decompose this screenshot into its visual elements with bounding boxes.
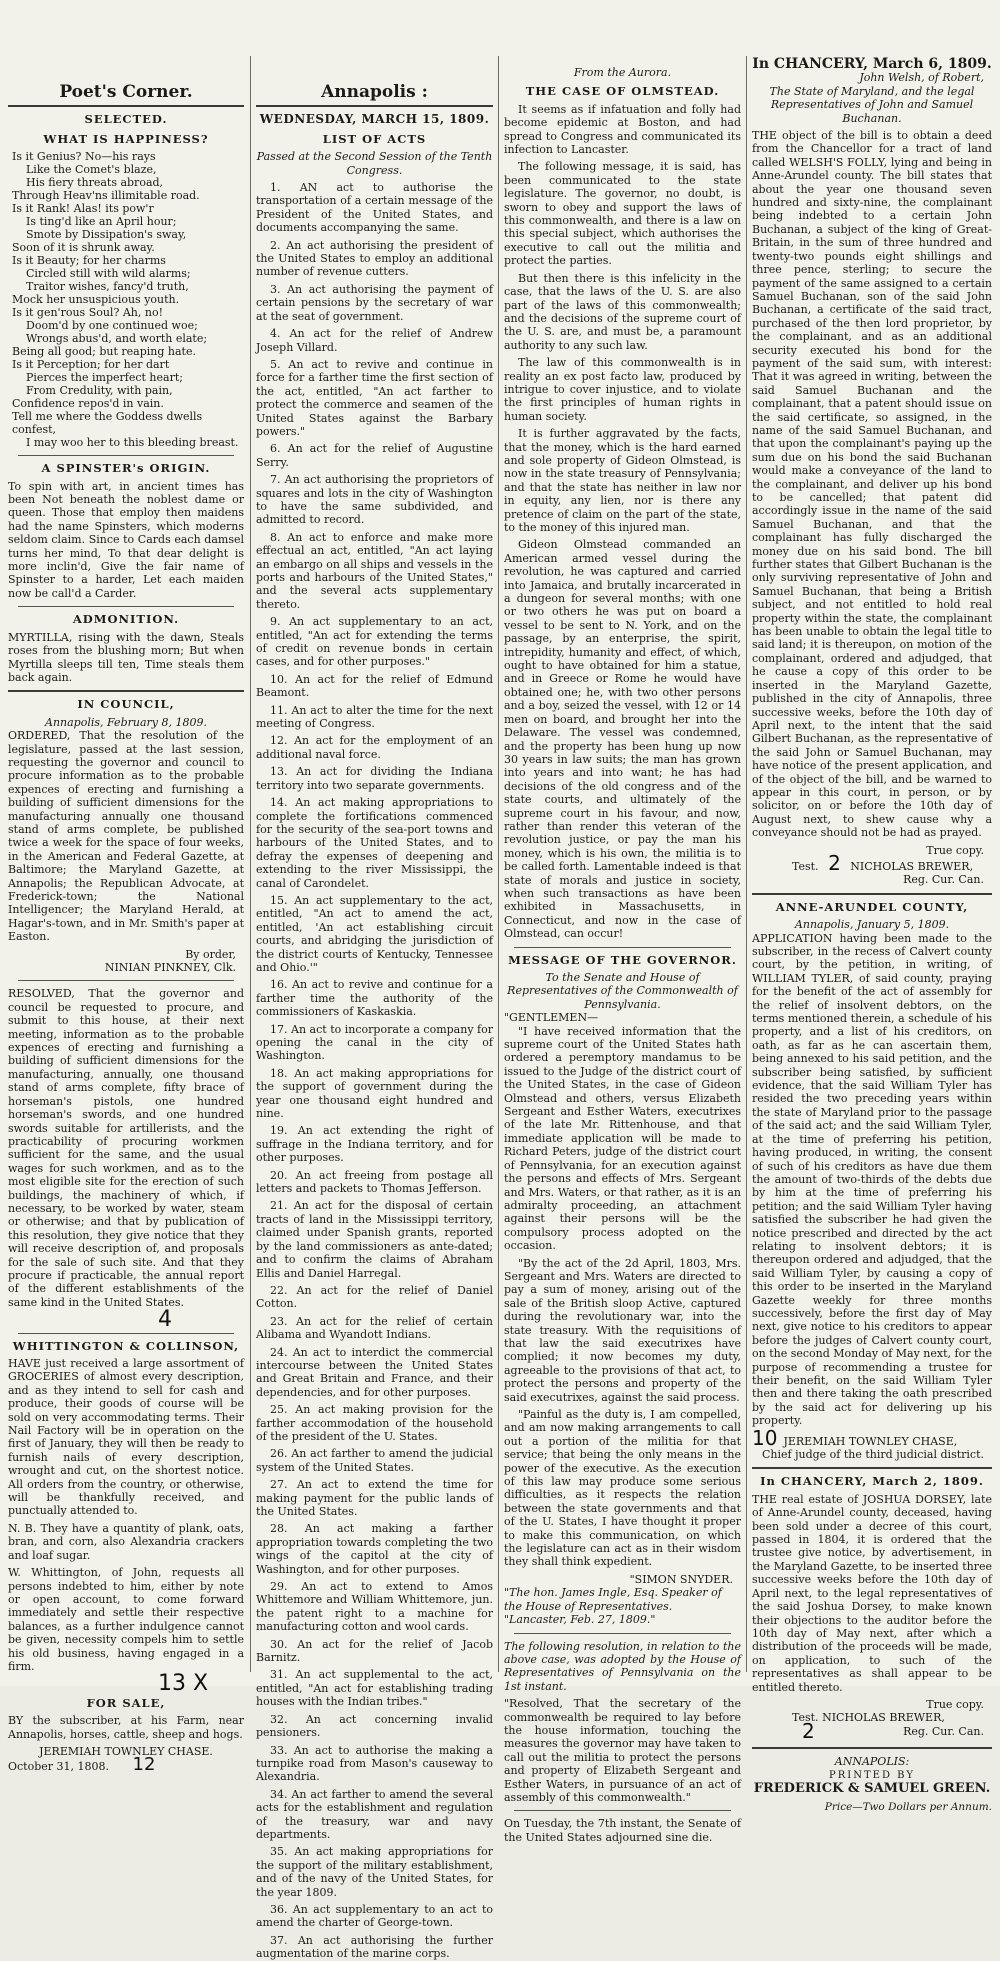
council-title: IN COUNCIL, (77, 697, 175, 712)
subscription-price: Price—Two Dollars per Annum. (824, 1801, 992, 1814)
imprint (752, 1755, 992, 1795)
act-item: 27. An act to extend the time for making payment for the public lands of the United States. (256, 1478, 493, 1518)
happiness-poem (8, 150, 244, 449)
act-item: 16. An act to revive and continue for a farther time the authority of the commissioners of Kaskaskia. (256, 978, 493, 1019)
act-item: 4. An act for the relief of Andrew Joseph Villard. (256, 327, 493, 354)
whittington-requests: W. Whittington, of John, requests all persons indebted to him, either by note or open account, to come forward immediately and settle their respective balances, as a further indulgence cannot be given, necessity compels him to settle his old business, having engaged in a firm. (8, 1566, 244, 1673)
article-paragraph: Gideon Olmstead commanded an American armed vessel during the revolution, he was captured and carried into Jamaica, and brutally incarcerated in a dungeon for several months; with one or two others he was put on board a vessel to be sent to N. York, and on the passage, by an enterprise, the spirit, intrepidity, humanity and effect, of which, ought to have obtained for him a statue, and in Greece or Rome he would have obtained one; he, with two other persons and a boy, seized the vessel, with 12 or 14 men on board, and brought her into the Delaware. The vessel was condemned, and the property has been hung up now 30 years in law suits; the man has grown into years and into want; he has had decisions of the old congress and of the state courts, and ultimately of the supreme court in his favour, and now, rather than render this veteran of the revolution justice, or pay the man his money, which is his own, the militia is to be called forth. Lamentable indeed is that state of morals and justice in society, when such transactions as have been exhibited in Massachusetts, in Connecticut, and now in the case of Olmstead, can occur! (504, 538, 741, 941)
poem-line: Through Heav'ns illimitable road. (12, 189, 200, 203)
act-item: 33. An act to authorise the making a turnpike road from Mason's causeway to Alexandria. (256, 1743, 493, 1784)
poem-line: Being all good; but reaping hate. (12, 345, 196, 359)
message-title: MESSAGE OF THE GOVERNOR. (508, 952, 737, 967)
poem-line: Smote by Dissipation's sway, (26, 228, 187, 242)
act-item: 14. An act making appropriations to complete the fortifications commenced for the security of the sea-port towns and harbours of the United States, and to defray the expenses of deepening and extending to the river Mississippi, the canal of Carondelet. (256, 796, 493, 890)
admonition-poem: MYRTILLA, rising with the dawn, Steals roses from the blushing morn; But when Myrtilla sleeps till ten, Time steals them back again. (8, 630, 244, 684)
act-item: 23. An act for the relief of certain Alibama and Wyandott Indians. (256, 1314, 493, 1342)
forsale-signer: JEREMIAH TOWNLEY CHASE. (39, 1744, 213, 1758)
resolved-text: RESOLVED, That the governor and council be requested to procure, and submit to this house, at their next meeting, information as to the probable expences of erecting and furnishing a building of sufficient dimensions for the manufacturing, annually, one thousand stand of arms complete, fifty brace of horseman's pistols, one hundred horseman's swords, and one hundred swords suitable for artillerists, and the practicability of procuring workmen sufficient for the same, and the usual wages for such workmen, and as to the most eligible site for the erection of such buildings, the machinery of which, if necessary, to be worked by water, steam or otherwise; and that by publication of this resolution, they give notice that they will receive description of, and proposals for the sale of such site. And that they procure if practicable, the annual report of the different establishments of the same kind in the United States. (8, 987, 244, 1309)
article-paragraph: It is further aggravated by the facts, that the money, which is the hard earned and sole property of Gideon Olmstead, is now in the state treasury of Pennsylvania; and that the state has neither in law nor in equity, any lien, nor is there any pretence of claim on the part of the state, to the money of this injured man. (504, 427, 741, 534)
happiness-title: WHAT IS HAPPINESS? (43, 131, 209, 146)
handwritten-number: 4 (158, 1307, 172, 1333)
poem-line: Soon of it is shrunk away. (12, 241, 155, 255)
act-item: 21. An act for the disposal of certain tracts of land in the Mississippi territory, claimed under Spanish grants, reported by the land commissioners as ante-dated; and to confirm the claims of Abraham Ellis and Daniel Harregal. (256, 1199, 493, 1280)
divider (752, 1747, 992, 1749)
resolution-intro: The following resolution, in relation to the above case, was adopted by the House of Representatives of Pennsylvania on the 1st instant. (504, 1639, 741, 1693)
message-paragraph: "I have received information that the supreme court of the United States hath ordered a peremptory mandamus to be issued to the Judge of the district court of the United States, in the case of Gideon Olmstead and others, versus Elizabeth Sergeant and Esther Waters, executrixes of the late Mr. Rittenhouse, and that immediate application will be made to Richard Peters, judge of the district court of Pennsylvania, for an execution against the persons and effects of Mrs. Sergeant and Mrs. Waters, or that rather, as it is an admiralty proceeding, an attachment against their persons will be the compulsory process adopted on the occasion. (504, 1024, 741, 1253)
imprint-printed-by: PRINTED BY (829, 1769, 915, 1781)
acts-list (256, 181, 493, 1961)
column-rule (498, 56, 499, 1672)
act-item: 24. An act to interdict the commercial intercourse between the United States and Great Britain and France, and their dependencies, and for other purposes. (256, 1345, 493, 1399)
act-item: 9. An act supplementary to an act, entitled, "An act for extending the terms of credit on revenue bonds in certain cases, and for other purposes." (256, 615, 493, 669)
act-item: 34. An act farther to amend the several acts for the establishment and regulation of the treasury, war and navy departments. (256, 1787, 493, 1841)
act-item: 15. An act supplementary to the act, entitled, "An act to amend the act, entitled, 'An act establishing circuit courts, and abridging the jurisdiction of the district courts of Kentucky, Tennessee and Ohio.'" (256, 893, 493, 974)
poets-corner-heading: Poet's Corner. (59, 82, 193, 102)
divider (256, 105, 493, 107)
selected-label: SELECTED. (84, 112, 168, 127)
annapolis-heading: Annapolis : (321, 82, 428, 102)
divider (514, 1633, 731, 1634)
divider (752, 1467, 992, 1469)
act-item: 12. An act for the employment of an additional naval force. (256, 734, 493, 761)
message-body (504, 1025, 741, 1569)
act-item: 8. An act to enforce and make more effectual an act, entitled, "An act laying an embargo on all ships and vessels in the ports and harbours of the United States," and the several acts supplementary thereto. (256, 530, 493, 611)
brewer-role-2: 2 Reg. Cur. Can. (802, 1718, 984, 1743)
poem-line: Is it Beauty; for her charms (12, 254, 166, 268)
act-item: 19. An act extending the right of suffrage in the Indiana territory, and for other purposes. (256, 1124, 493, 1165)
from-aurora: From the Aurora. (573, 66, 672, 79)
act-item: 22. An act for the relief of Daniel Cotton. (256, 1283, 493, 1311)
act-item: 1. AN act to authorise the transportation of a certain message of the President of the United States, and documents accompanying the same. (256, 181, 493, 235)
column-poets-corner (4, 82, 248, 1776)
imprint-printer: FREDERICK & SAMUEL GREEN. (753, 1780, 991, 1796)
tyler-notice: APPLICATION having been made to the subscriber, in the recess of Calvert county court, by the petition, in writing, of WILLIAM TYLER, of said county, praying for the benefit of the act of assembly for the relief of insolvent debtors, on the terms mentioned therein, a schedule of his property, and a list of his creditors, on oath, as far as he can ascertain them, being annexed to his said petition, and the subscriber being satisfied, by sufficient evidence, that the said William Tyler has resided the two preceding years within the state of Maryland prior to the passage of the said act; and the said William Tyler, at the time of preferring his petition, having produced, in writing, the consent of such of his creditors as have due them the amount of two-thirds of the debts due by him at the time of preferring his petition; and the said William Tyler having satisfied the subscriber he had given the notice prescribed and directed by the act relating to insolvent debtors; it is thereupon ordered and adjudged, that the said William Tyler, by causing a copy of this order to be inserted in the Maryland Gazette weekly for three months successively, before the first day of May next, give notice to his creditors to appear before the judges of Calvert county court, on the second Monday of May next, for the purpose of recommending a trustee for their benefit, on the said William Tyler then and there taking the oath prescribed by the said act for delivering up his property. (752, 931, 992, 1428)
divider (18, 455, 234, 456)
poem-line: Is it gen'rous Soul? Ah, no! (12, 306, 163, 320)
message-salutation: "GENTLEMEN— (504, 1011, 599, 1025)
handwritten-number: 12 (132, 1754, 156, 1776)
divider (752, 893, 992, 895)
divider (8, 690, 244, 692)
message-paragraph: "Painful as the duty is, I am compelled, and am now making arrangements to call out a portion of the militia for that service; that being the only means in the power of the executive. As the execution of this law may produce some serious difficulties, as it respects the relation between the state governments and that of the U. States, I have thought it proper to make this communication, on which the legislature can act as in their wisdom they shall think expedient. (504, 1408, 741, 1569)
admonition-title: ADMONITION. (72, 612, 180, 627)
act-item: 26. An act farther to amend the judicial system of the United States. (256, 1447, 493, 1474)
act-item: 35. An act making appropriations for the support of the military establishment, and of the navy of the United States, for the year 1809. (256, 1845, 493, 1899)
article-paragraph: It seems as if infatuation and folly had become epidemic at Boston, and had spread to Congress and communicated its infection to Lancaster. (504, 102, 741, 157)
forsale-title: FOR SALE, (86, 1695, 166, 1710)
divider (514, 947, 731, 948)
acts-title: LIST OF ACTS (322, 131, 427, 146)
message-date: "Lancaster, Feb. 27, 1809." (504, 1613, 656, 1627)
act-item: 6. An act for the relief of Augustine Serry. (256, 442, 493, 469)
act-item: 32. An act concerning invalid pensioners. (256, 1712, 493, 1740)
message-paragraph: "By the act of the 2d April, 1803, Mrs. Sergeant and Mrs. Waters are directed to pay a sum of money, arising out of the sale of the British sloop Active, captured during the revolutionary war, into the state treasury. With the requisitions of that law the said executrixes have complied; it now becomes my duty, agreeable to the provisions of that act, to protect the persons and property of the said executrixes, against the said process. (504, 1256, 741, 1404)
article-paragraph: But then there is this infelicity in the case, that the laws of the U. S. are also part of the laws of this commonwealth; and the decisions of the supreme court of the U. S. are, and must be, a paramount authority to any such law. (504, 271, 741, 352)
chancery-notice: THE object of the bill is to obtain a deed from the Chancellor for a tract of land called WELSH'S FOLLY, lying and being in Anne-Arundel county. The bill states that about the year one thousand seven hundred and sixty-nine, the complainant being indebted to a certain John Buchanan, a subject of the king of Great-Britain, in the sum of three hundred and twenty-two pounds eight shillings and three pence, sterling; to secure the payment of the same assigned to a certain Samuel Buchanan, son of the said John Buchanan, a certificate of the said tract, purchased of the then lord proprietor, by the complainant, and as an additional security executed his bond for the payment of the said sum, with interest: That it was agreed in writing, between the said Samuel Buchanan and the complainant, that a patent should issue on the said certificate, so assigned, in the name of the said Samuel Buchanan, and that upon the complainant's paying up the sum due on his bond the said Buchanan would make a conveyance of the land to the complainant, and deliver up his bond to be cancelled; that patent did accordingly issue in the name of the said Samuel Buchanan, and that the complainant has fully discharged the money due on his said bond. The bill further states that Gilbert Buchanan is the only surviving representative of John and Samuel Buchanan, that being a British subject, and not entitled to hold real property within the state, the complainant has been unable to obtain the legal title to said land; it is thereupon, on motion of the complainant, ordered and adjudged, that he cause a copy of this order to be inserted in the Maryland Gazette, published in the city of Annapolis, three successive weeks, before the 10th day of April next, to the intent that the said Gilbert Buchanan, as the representative of the said John or Samuel Buchanan, may have notice of the present application, and of the object of the bill, and be warned to appear in this court, in person, or by solicitor, on or before the 10th day of August next, to shew cause why a conveyance should not be had as prayed. (752, 129, 992, 840)
act-item: 3. An act authorising the payment of certain pensions by the secretary of war at the seat of government. (256, 282, 493, 323)
poem-line: Circled still with wild alarms; (26, 267, 191, 281)
act-item: 28. An act making a farther appropriation towards completing the two wings of the capitol at the city of Washington, and for other purposes. (256, 1522, 493, 1576)
article-paragraph: The following message, it is said, has been communicated to the state legislature. The governor, no doubt, is sworn to obey and support the laws of this commonwealth, and there is a law on this special subject, which authorises the executive to call out the militia and protect the parties. (504, 160, 741, 268)
senate-note: On Tuesday, the 7th instant, the Senate of the United States adjourned sine die. (504, 1817, 741, 1844)
handwritten-number: 2 (828, 850, 841, 875)
resolution-text: "Resolved, That the secretary of the commonwealth be required to lay before the house information, touching the measures the governor may have taken to call out the militia to protect the persons and property of Elizabeth Sergeant and Esther Waters, in pursuance of an act of assembly of this commonwealth." (504, 1697, 741, 1804)
message-signer: "SIMON SNYDER. (629, 1572, 733, 1586)
poem-line: I may woo her to this bleeding breast. (26, 436, 239, 450)
act-item: 7. An act authorising the proprietors of squares and lots in the city of Washington to have the same subdivided, and admitted to record. (256, 473, 493, 527)
column-chancery (748, 56, 996, 1814)
poem-line: Pierces the imperfect heart; (26, 371, 183, 385)
act-item: 11. An act to alter the time for the next meeting of Congress. (256, 703, 493, 731)
issue-date: WEDNESDAY, MARCH 15, 1809. (259, 112, 490, 127)
imprint-place: ANNAPOLIS: (834, 1755, 910, 1769)
article-paragraph: The law of this commonwealth is in reality an ex post facto law, produced by intrigue to cover injustice, and to violate the first principles of human rights in human society. (504, 356, 741, 423)
poem-line: Wrongs abus'd, and worth elate; (26, 332, 208, 346)
act-item: 18. An act making appropriations for the support of government during the year one thousand eight hundred and nine. (256, 1066, 493, 1121)
acts-subtitle: Passed at the Second Session of the Tenth Congress. (256, 150, 493, 177)
poem-line: From Credulity, with pain, (26, 384, 173, 398)
chancery-heading: In CHANCERY, March 6, 1809. (752, 56, 992, 72)
anne-arundel-title: ANNE-ARUNDEL COUNTY, (775, 899, 969, 914)
whittington-ad: HAVE just received a large assortment of GROCERIES of almost every description, and as they intend to sell for cash and produce, their goods of course will be sold on very accommodating terms. Their Nail Factory will be in operation on the first of January, they will then be ready to furnish nails of every description, wrought and cut, on the shortest notice. All orders from the country, or otherwise, will be thankfully received, and punctually attended to. (8, 1357, 244, 1518)
act-item: 25. An act making provision for the farther accommodation of the household of the president of the U. States. (256, 1403, 493, 1443)
chancery-parties: John Welsh, of Robert, (859, 71, 984, 85)
poem-line: Traitor wishes, fancy'd truth, (26, 280, 189, 294)
anne-arundel-date: Annapolis, January 5, 1809. (794, 918, 950, 932)
dorsey-notice: THE real estate of JOSHUA DORSEY, late of Anne-Arundel county, deceased, having been sold under a decree of this court, passed in 1804, it is ordered that the trustee give notice, by advertisement, in the Maryland Gazette, to be inserted three successive weeks before the 10th day of April next, to the legal representatives of the said Joshua Dorsey, to make known their objections to the auditor before the 10th day of May next, after which a distribution of the proceeds will be made, on application, to such of the representatives as shall appear to be entitled thereto. (752, 1492, 992, 1694)
council-date: Annapolis, February 8, 1809. (45, 715, 207, 729)
act-item: 20. An act freeing from postage all letters and packets to Thomas Jefferson. (256, 1168, 493, 1196)
poem-line: Is it Perception; for her dart (12, 358, 170, 372)
forsale-date: October 31, 1808. 12 (8, 1754, 156, 1776)
divider (8, 105, 244, 107)
whittington-nb: N. B. They have a quantity of plank, oats, bran, and corn, also Alexandria crackers and loaf sugar. (8, 1521, 244, 1562)
divider (18, 1333, 234, 1334)
act-item: 17. An act to incorporate a company for opening the canal in the city of Washington. (256, 1022, 493, 1063)
olmstead-title: THE CASE OF OLMSTEAD. (525, 84, 720, 99)
spinster-poem: To spin with art, in ancient times has been Not beneath the noblest dame or queen. Those that employ then maidens had the name Spinsters, which moderns seldom claim. Since to Cards each damsel turns her mind, To that dear delight is more inclin'd, Give the fair name of Spinster to a harder, Let each maiden now be call'd a Carder. (8, 479, 244, 600)
act-item: 5. An act to revive and continue in force for a farther time the first section of the act, entitled, "An act farther to protect the commerce and seamen of the United States against the Barbary powers." (256, 357, 493, 438)
act-item: 10. An act for the relief of Edmund Beamont. (256, 672, 493, 700)
act-item: 2. An act authorising the president of the United States to employ an additional number of revenue cutters. (256, 238, 493, 279)
message-to: "The hon. James Ingle, Esq. Speaker of the House of Representatives. (504, 1586, 722, 1613)
forsale-ad: BY the subscriber, at his Farm, near Annapolis, horses, cattle, sheep and hogs. (8, 1714, 244, 1741)
act-item: 13. An act for dividing the Indiana territory into two separate governments. (256, 765, 493, 792)
spinster-title: A SPINSTER's ORIGIN. (41, 461, 211, 476)
act-item: 37. An act authorising the further augmentation of the marine corps. (256, 1933, 493, 1961)
council-by-order: By order, (185, 947, 236, 961)
poem-line: Doom'd by one continued woe; (26, 319, 198, 333)
act-item: 30. An act for the relief of Jacob Barnitz. (256, 1637, 493, 1665)
poem-line: Is it Rank! Alas! its pow'r (12, 202, 154, 216)
chase-role: Chief judge of the third judicial district. (762, 1448, 984, 1462)
column-olmstead (500, 66, 745, 1844)
handwritten-number: 10 (752, 1425, 778, 1450)
divider (18, 980, 234, 981)
brewer-signature: Test. 2 NICHOLAS BREWER, (792, 850, 974, 875)
poem-line: His fiery threats abroad, (26, 176, 164, 190)
poem-line: Like the Comet's blaze, (26, 163, 157, 177)
poem-line: Mock her unsuspicious youth. (12, 293, 180, 307)
council-order: ORDERED, That the resolution of the legislature, passed at the last session, requesting the governor and council to procure information as to the probable expences of erecting and furnishing a building of sufficient dimensions for the manufacturing annually one thousand stand of arms complete, be published twice a week for the space of four weeks, in the American and Federal Gazette, at Baltimore; the Maryland Gazette, at Annapolis; the Republican Advocate, at Frederick-town; the National Intelligencer; the Maryland Herald, at Hagar's-town, and in Mr. Smith's paper at Easton. (8, 729, 244, 944)
act-item: 31. An act supplemental to the act, entitled, "An act for establishing trading houses with the Indian tribes." (256, 1668, 493, 1709)
handwritten-number: 2 (802, 1718, 815, 1743)
divider (18, 606, 234, 607)
act-item: 36. An act supplementary to an act to amend the charter of George-town. (256, 1902, 493, 1930)
handwritten-number: 13 X (158, 1671, 209, 1697)
divider (514, 1810, 731, 1811)
column-annapolis (252, 82, 497, 1961)
whittington-title: WHITTINGTON & COLLINSON, (12, 1338, 240, 1353)
poem-line: Confidence repos'd in vain. (12, 397, 164, 411)
message-subtitle: To the Senate and House of Representatives of the Commonwealth of Pennsylvania. (507, 971, 738, 1011)
chancery-caption: The State of Maryland, and the legal Representatives of John and Samuel Buchanan. (769, 84, 975, 125)
poem-line: Is it Genius? No—his rays (12, 150, 156, 164)
brewer-role: Reg. Cur. Can. (903, 873, 984, 887)
council-signer: NINIAN PINKNEY, Clk. (104, 961, 236, 975)
true-copy: True copy. (926, 843, 984, 857)
chancery2-title: In CHANCERY, March 2, 1809. (760, 1474, 984, 1489)
true-copy: True copy. (926, 1697, 984, 1711)
chase-signature: 10 JEREMIAH TOWNLEY CHASE, (752, 1425, 958, 1450)
column-rule (746, 56, 747, 1672)
olmstead-article (504, 103, 741, 941)
poem-line: Is ting'd like an April hour; (26, 215, 177, 229)
brewer-signature-2: Test. NICHOLAS BREWER, (792, 1711, 945, 1725)
column-rule (250, 56, 251, 1672)
act-item: 29. An act to extend to Amos Whittemore and William Whittemore, jun. the patent right to a machine for manufacturing cotton and wool cards. (256, 1580, 493, 1634)
poem-line: Tell me where the Goddess dwells confest, (12, 410, 203, 437)
